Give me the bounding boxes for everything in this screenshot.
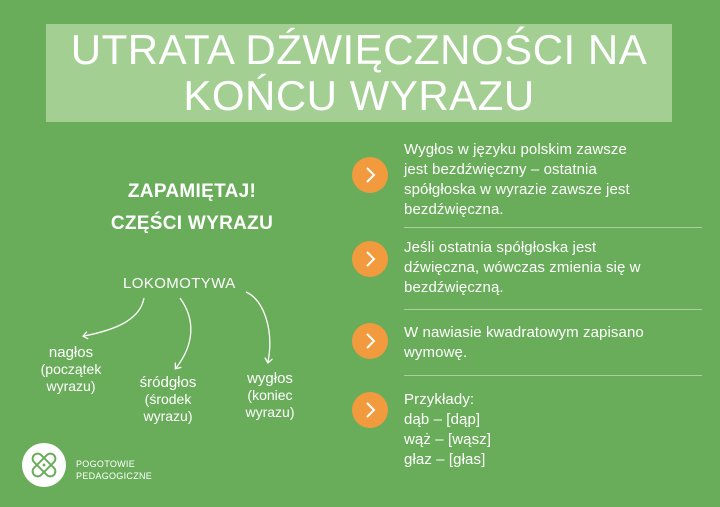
remember-heading-line-1: ZAPAMIĘTAJ!	[127, 181, 257, 202]
rule-text-line: Wygłos w języku polskim zawsze	[404, 141, 627, 158]
rule-text-line: bezdźwięczna.	[404, 201, 504, 218]
rule-text-line: jest bezdźwięczny – ostatnia	[404, 161, 597, 178]
part-desc-line-2: wyrazu)	[143, 408, 193, 424]
part-name: wygłos	[247, 370, 293, 387]
rule-text-line: wymowę.	[404, 344, 468, 361]
example-line: wąż – [wąsz]	[404, 431, 492, 448]
part-wyglos	[236, 370, 304, 421]
divider	[404, 375, 702, 376]
part-srodglos	[130, 374, 206, 425]
chevron-right-icon	[352, 157, 388, 193]
chevron-right-icon	[352, 392, 388, 428]
part-desc-line-1: (środek	[144, 391, 192, 407]
rule-text	[404, 323, 644, 363]
part-desc-line-1: (początek	[40, 361, 102, 377]
part-naglos	[30, 344, 112, 395]
chevron-right-icon	[352, 241, 388, 277]
example-word: LOKOMOTYWA	[123, 275, 236, 292]
part-name: śródgłos	[139, 374, 197, 391]
examples	[404, 390, 491, 470]
rule-text-line: Jeśli ostatnia spółgłoska jest	[404, 239, 597, 256]
part-name: nagłos	[48, 344, 94, 361]
brand-name	[76, 458, 152, 482]
bandage-cross-icon	[22, 443, 66, 487]
examples-heading: Przykłady:	[404, 391, 475, 408]
brand-name-line-2: PEDAGOGICZNE	[76, 471, 153, 481]
arrow-to-wyglos	[246, 292, 270, 362]
arrow-to-srodglos	[176, 298, 191, 368]
rule-text	[404, 140, 630, 220]
rule-text	[404, 238, 641, 298]
divider	[404, 309, 702, 310]
divider	[404, 227, 702, 228]
rule-text-line: dźwięczna, wówczas zmienia się w	[404, 259, 641, 276]
rule-text-line: spółgłoska w wyrazie zawsze jest	[404, 181, 630, 198]
part-desc-line-2: wyrazu)	[245, 404, 295, 420]
rule-text-line: bezdźwięczną.	[404, 279, 504, 296]
rule-text-line: W nawiasie kwadratowym zapisano	[404, 324, 644, 341]
chevron-right-icon	[352, 323, 388, 359]
part-desc-line-1: (koniec	[247, 387, 293, 403]
example-line: głaz – [głas]	[404, 451, 486, 468]
arrow-to-naglos	[84, 298, 144, 336]
page-title-line-2: KOŃCU WYRAZU	[183, 72, 535, 119]
page-title-line-1: UTRATA DŹWIĘCZNOŚCI NA	[70, 26, 648, 73]
brand-name-line-1: POGOTOWIE	[76, 459, 136, 469]
part-desc-line-2: wyrazu)	[46, 378, 96, 394]
example-line: dąb – [dąp]	[404, 411, 481, 428]
remember-heading-line-2: CZĘŚCI WYRAZU	[110, 213, 274, 234]
